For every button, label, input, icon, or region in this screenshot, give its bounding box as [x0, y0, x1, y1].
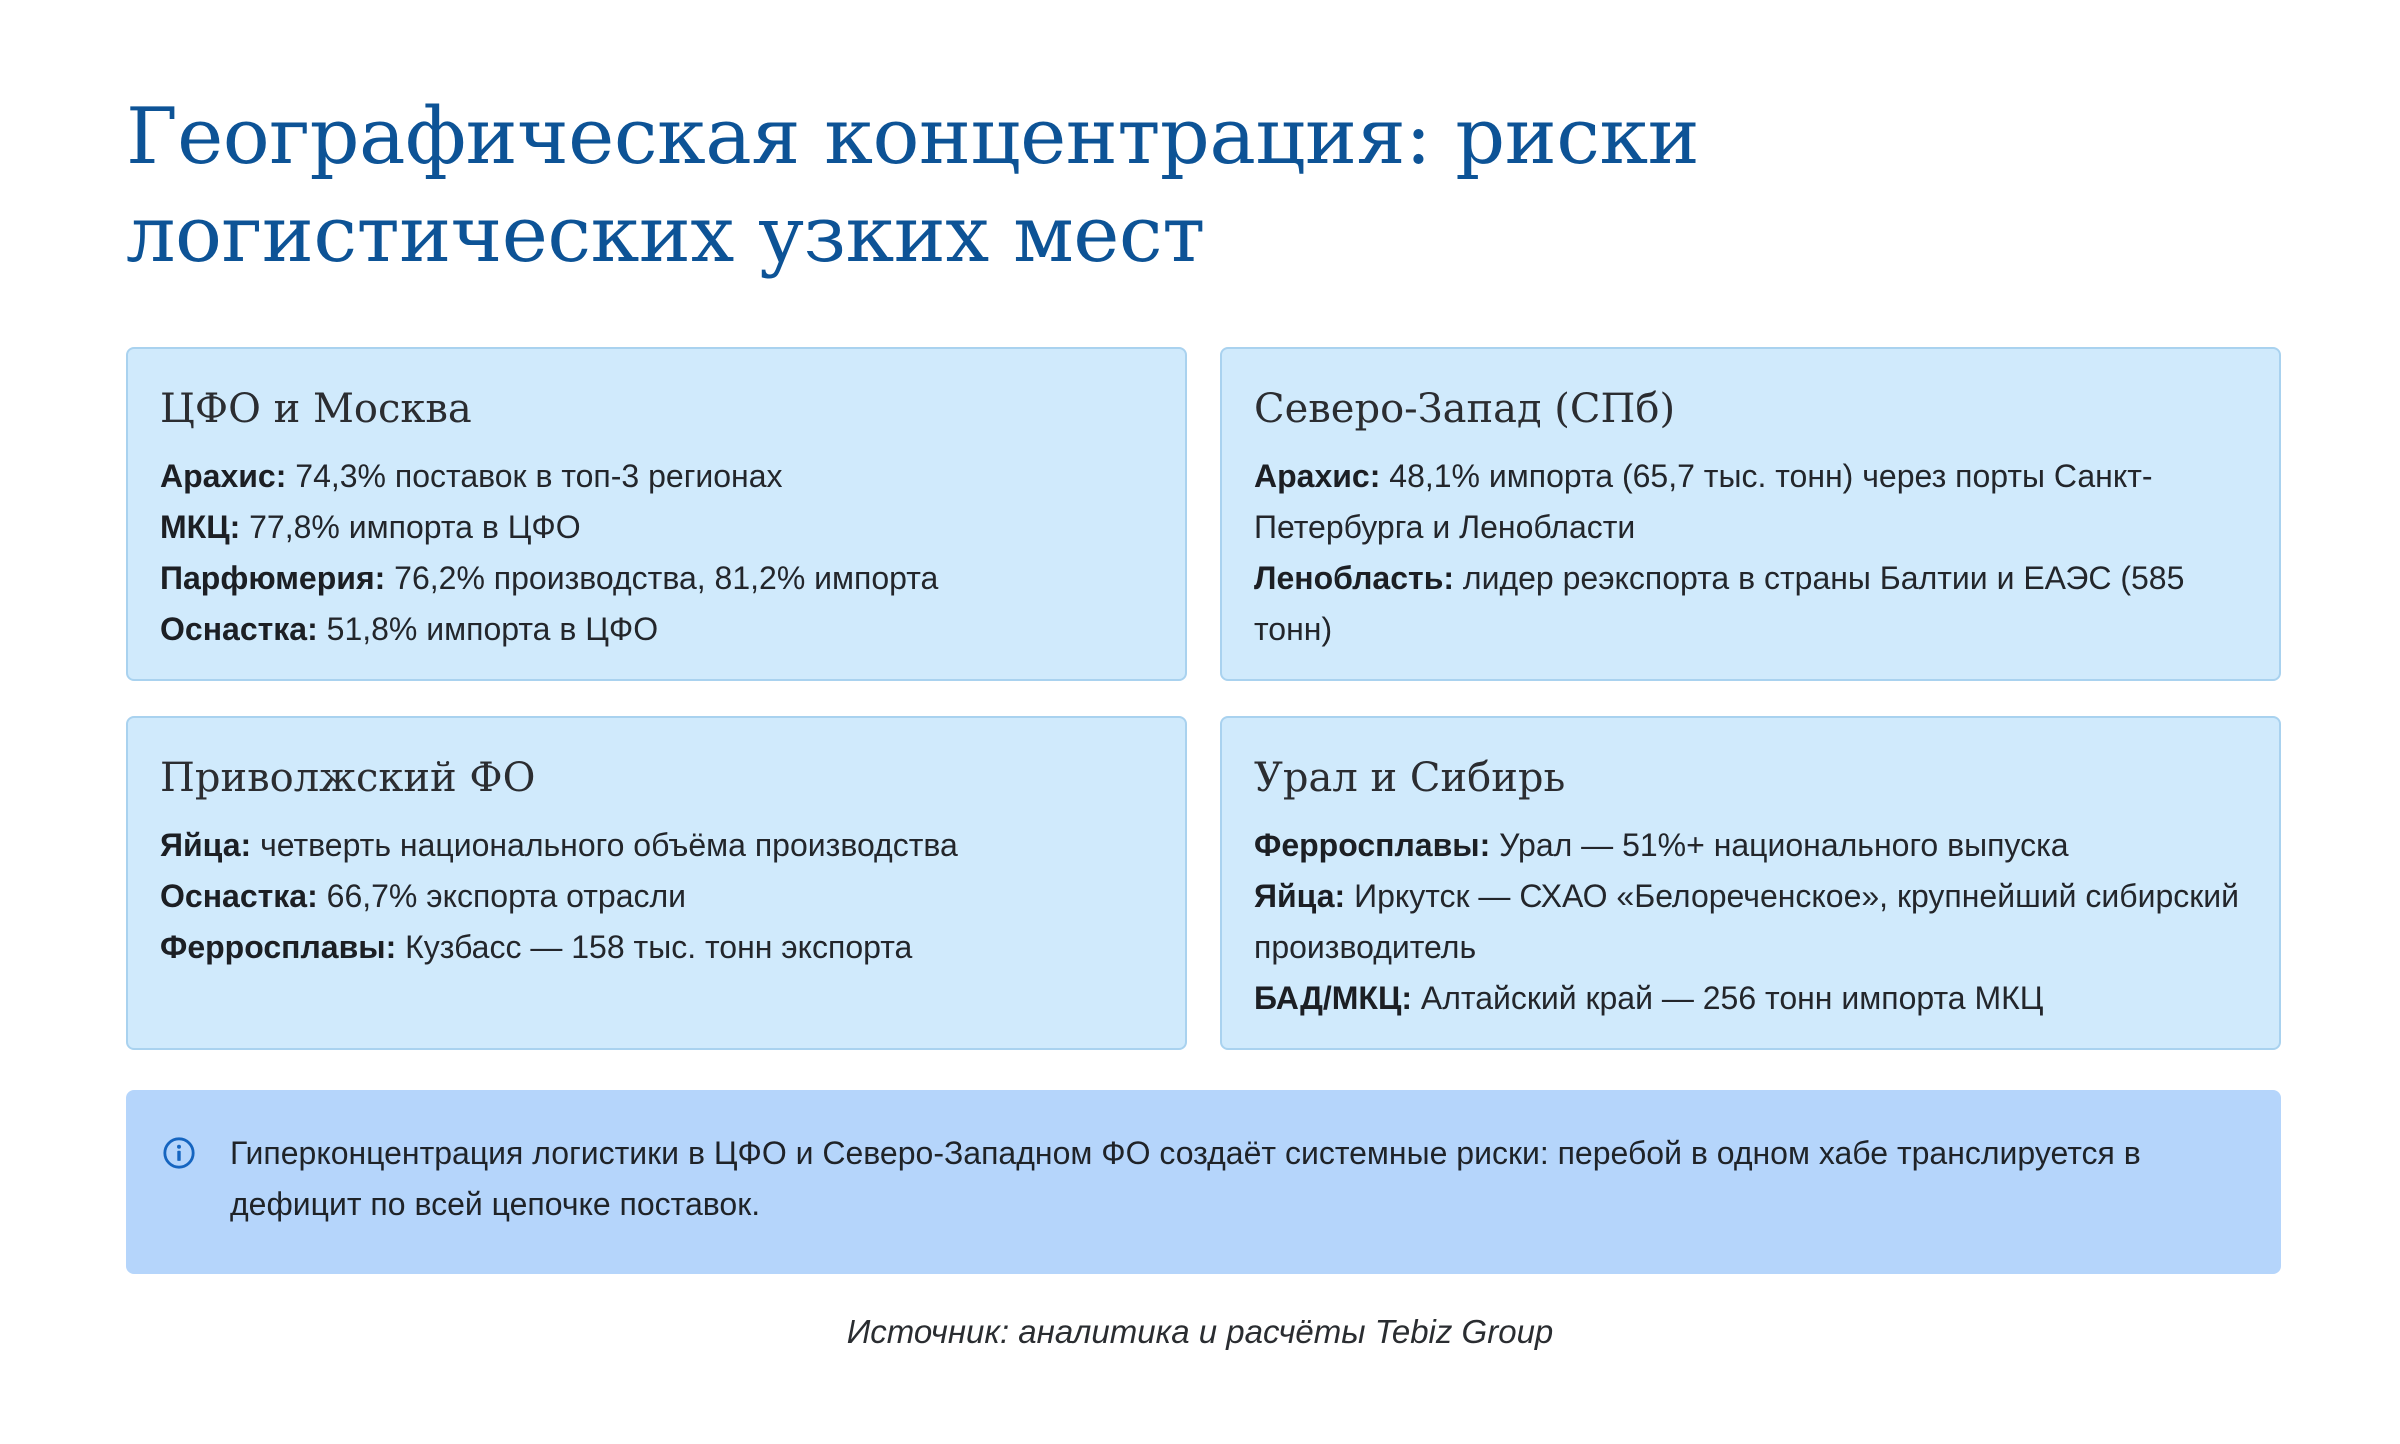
item-key: Ленобласть: — [1254, 560, 1455, 596]
card-item — [1254, 973, 2247, 1024]
item-key: Оснастка: — [160, 878, 318, 914]
item-text: 77,8% импорта в ЦФО — [240, 509, 581, 545]
item-key: Ферросплавы: — [160, 929, 397, 965]
card-list — [1254, 451, 2247, 655]
card-item — [1254, 871, 2247, 973]
card-title: Приволжский ФО — [160, 755, 536, 801]
item-text: 74,3% поставок в топ-3 регионах — [286, 458, 783, 494]
item-text: 66,7% экспорта отрасли — [317, 878, 687, 914]
item-key: МКЦ: — [160, 509, 241, 545]
item-key: Оснастка: — [160, 611, 318, 647]
item-text: Иркутск — СХАО «Белореченское», крупнейший сибирский производитель — [1254, 878, 2239, 965]
item-text: четверть национального объёма производства — [251, 827, 958, 863]
info-icon — [162, 1136, 196, 1170]
card-title: Урал и Сибирь — [1254, 755, 1566, 801]
card-title: ЦФО и Москва — [160, 386, 472, 432]
item-text: Урал — 51%+ национального выпуска — [1490, 827, 2069, 863]
card-list — [160, 451, 1153, 655]
card-item — [160, 604, 1153, 655]
item-text: 51,8% импорта в ЦФО — [317, 611, 659, 647]
region-card-cfo — [126, 347, 1187, 681]
item-text: Алтайский край — 256 тонн импорта МКЦ — [1411, 980, 2044, 1016]
item-key: Арахис: — [1254, 458, 1381, 494]
card-item — [160, 871, 1153, 922]
callout-text: Гиперконцентрация логистики в ЦФО и Северо-Западном ФО создаёт системные риски: перебой в одном хабе транслируется в дефицит по всей цепочке поставок. — [230, 1135, 2141, 1222]
region-card-northwest — [1220, 347, 2281, 681]
card-list — [160, 820, 1153, 973]
card-list — [1254, 820, 2247, 1024]
item-key: Яйца: — [1254, 878, 1346, 914]
item-key: Арахис: — [160, 458, 287, 494]
item-key: Парфюмерия: — [160, 560, 386, 596]
card-item — [160, 502, 1153, 553]
info-callout — [126, 1090, 2281, 1274]
card-item — [1254, 451, 2247, 553]
card-item — [160, 820, 1153, 871]
item-key: Ферросплавы: — [1254, 827, 1491, 863]
card-item — [160, 553, 1153, 604]
region-card-volga — [126, 716, 1187, 1050]
source-caption: Источник: аналитика и расчёты Tebiz Group — [846, 1313, 1554, 1350]
item-key: Яйца: — [160, 827, 252, 863]
card-item — [1254, 553, 2247, 655]
card-item — [160, 922, 1153, 973]
card-item — [1254, 820, 2247, 871]
region-card-ural-siberia — [1220, 716, 2281, 1050]
card-item — [160, 451, 1153, 502]
item-text: 48,1% импорта (65,7 тыс. тонн) через порты Санкт-Петербурга и Ленобласти — [1254, 458, 2153, 545]
item-text: 76,2% производства, 81,2% импорта — [385, 560, 939, 596]
item-text: лидер реэкспорта в страны Балтии и ЕАЭС (585 тонн) — [1254, 560, 2185, 647]
page-title: Географическая концентрация: риски логистических узких мест — [126, 92, 1700, 280]
item-text: Кузбасс — 158 тыс. тонн экспорта — [396, 929, 913, 965]
item-key: БАД/МКЦ: — [1254, 980, 1412, 1016]
card-title: Северо-Запад (СПб) — [1254, 386, 1676, 432]
